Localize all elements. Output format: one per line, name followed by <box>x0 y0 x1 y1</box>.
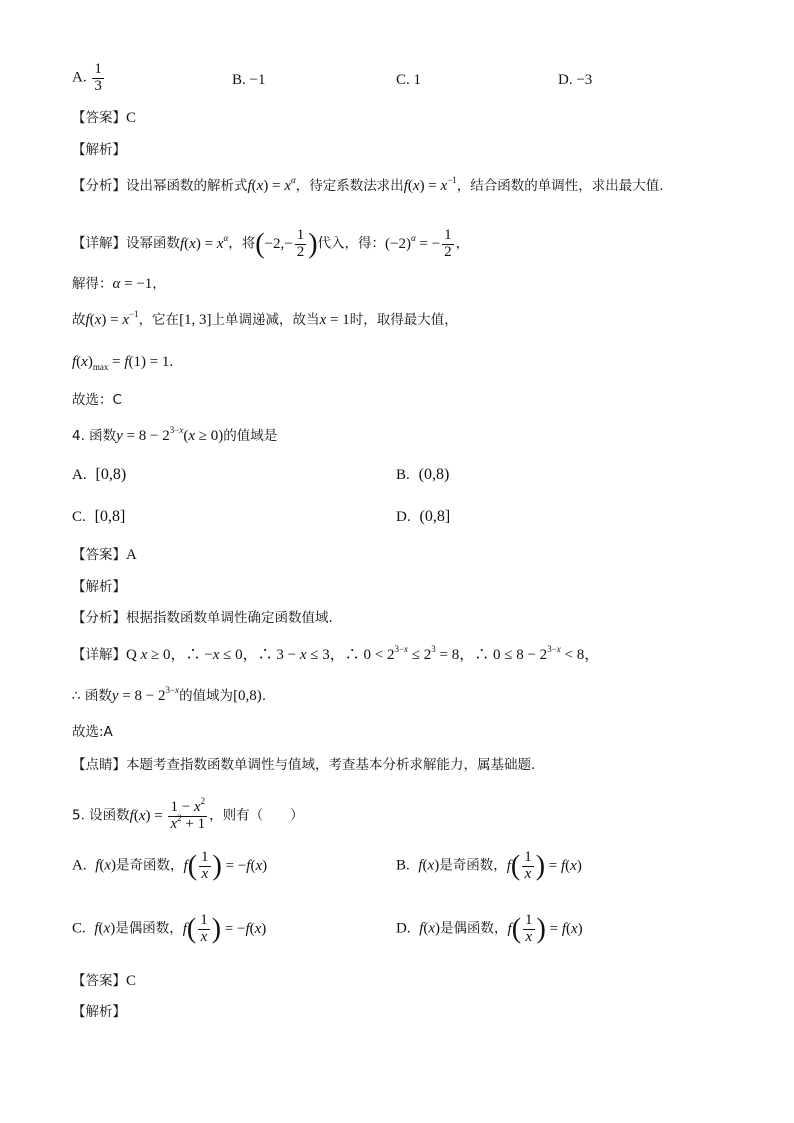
option-label: C. <box>72 509 86 525</box>
xiangjie-text-4: ， <box>455 235 470 252</box>
fenxi-text: 根据指数函数单调性确定函数值域. <box>126 610 333 626</box>
xiangjie-tag: 【详解】 <box>72 647 126 663</box>
q3-therefore <box>72 310 458 330</box>
q5-option-a: A. f(x)是奇函数，f( $\frac{1}{x}$ ) = −f(x) <box>72 849 268 882</box>
dianjing-text: 本题考查指数函数单调性与值域，考查基本分析求解能力，属基础题. <box>126 757 536 773</box>
q4-analysis-tag: 【解析】 <box>72 579 126 595</box>
q5-answer <box>72 971 136 991</box>
q5-stem-text-2: ，则有（ ） <box>209 807 304 824</box>
option-value: [0,8) <box>95 466 127 483</box>
option-label: D. <box>396 509 411 525</box>
option-value: (0,8) <box>418 466 450 483</box>
math-q4-fn: $y = 8 - 2^{3-x}$ <box>111 685 180 704</box>
option-odd-text: 是奇函数， <box>116 857 184 874</box>
fenxi-text-3: ，结合函数的单调性，求出最大值. <box>456 178 664 194</box>
q3-xiangjie <box>72 228 469 261</box>
q3-option-a <box>72 62 106 95</box>
answer-value: C <box>126 973 137 989</box>
q4-option-d <box>396 508 450 526</box>
answer-value: A <box>126 547 137 563</box>
q5-analysis-tag: 【解析】 <box>72 1004 126 1020</box>
option-value: (0,8] <box>419 508 451 525</box>
q4-option-a <box>72 466 126 484</box>
gu-text-3: 上单调递减，故当 <box>211 312 320 328</box>
xiangjie-text-1: 设幂函数 <box>126 235 180 252</box>
option-label: D. <box>396 920 411 937</box>
q5-stem-text-1: 5. 设函数 <box>72 807 130 824</box>
fenxi-text-2: ，待定系数法求出 <box>295 178 404 194</box>
max-subscript: max <box>92 362 109 372</box>
q3-answer <box>72 108 136 128</box>
math-power-fn: $f(x) = x^\alpha$ <box>180 232 229 252</box>
option-value: [0,8] <box>94 508 126 525</box>
q3-option-d: D. −3 <box>558 72 593 88</box>
solve-comma: ， <box>152 276 166 292</box>
fenxi-tag: 【分析】 <box>72 178 126 194</box>
option-label: A. <box>72 857 87 874</box>
q5-option-d: D. f(x)是偶函数，f( $\frac{1}{x}$ ) = f(x) <box>396 912 583 945</box>
option-label: A. <box>72 467 87 483</box>
q4-stem-text-1: 4. 函数 <box>72 428 117 444</box>
option-odd-text: 是奇函数， <box>439 857 507 874</box>
math-x-eq-1: x = 1 <box>319 312 350 328</box>
option-even-text: 是偶函数， <box>440 920 508 937</box>
option-even-text: 是偶函数， <box>115 920 183 937</box>
q4-stem-text-2: 的值域是 <box>223 428 278 444</box>
q3-analysis-tag: 【解析】 <box>72 142 126 158</box>
option-label: B. <box>396 467 410 483</box>
answer-tag: 【答案】 <box>72 110 126 126</box>
q4-option-b <box>396 466 449 484</box>
answer-tag: 【答案】 <box>72 547 126 563</box>
fenxi-text-1: 设出幂函数的解析式 <box>126 178 248 194</box>
q3-solve <box>72 274 166 294</box>
q4-answer <box>72 545 137 565</box>
q3-choose: 故选：C <box>72 392 122 408</box>
q3-option-a-label: A. <box>72 69 87 86</box>
frac-numerator: 1 <box>94 61 102 77</box>
because-symbol: Q <box>126 647 137 663</box>
math-q4-fn: $y = 8 - 2^{3-x}(x \ge 0)$ <box>116 425 224 444</box>
q3-option-c: C. 1 <box>396 72 422 88</box>
q3-max-value: $f(x)_{max} = f(1) = 1$. <box>72 354 174 372</box>
q4-dianjing <box>72 755 535 775</box>
gu-text-4: 时，取得最大值， <box>349 312 458 328</box>
math-interval: [1, 3] <box>179 312 212 328</box>
dianjing-tag: 【点睛】 <box>72 757 126 773</box>
q4-xiangjie <box>72 645 599 665</box>
q4-option-c <box>72 508 125 526</box>
q4-range: ∴ 函数$y = 8 - 2^{3-x}$的值域为[0,8). <box>72 685 267 704</box>
answer-value: C <box>126 110 137 126</box>
q4-fenxi <box>72 608 333 628</box>
math-q4-steps: Q x ≥ 0，∴ −x ≤ 0，∴ 3 − x ≤ 3，∴ $0 < 2^{3-x} \le 2^3 = 8$，∴ $0 \le 8 - 2^{3-x} < 8$， <box>126 644 600 663</box>
option-label: C. <box>72 920 86 937</box>
math-q5-fn: f(x) = $\frac{1 - x^2}{x^2 + 1}$ <box>129 796 206 832</box>
q4-choose: 故选:A <box>72 724 113 740</box>
frac-denominator: 3 <box>94 77 102 94</box>
gu-text-1: 故 <box>72 312 86 328</box>
math-power-fn: $f(x) = x^\alpha$ <box>247 175 296 194</box>
xiangjie-text-2: ，将 <box>228 235 256 252</box>
q4-stem <box>72 426 277 446</box>
math-equation: $(-2)^\alpha$ = − $\frac{1}{2}$ <box>385 227 452 260</box>
fenxi-tag: 【分析】 <box>72 610 126 626</box>
q5-stem <box>72 796 304 833</box>
range-value: [0,8) <box>233 688 262 704</box>
solve-text: 解得： <box>72 276 113 292</box>
answer-tag: 【答案】 <box>72 973 126 989</box>
q5-option-b: B. f(x)是奇函数，f( $\frac{1}{x}$ ) = f(x) <box>396 849 582 882</box>
math-inverse-fn: $f(x) = x^{-1}$ <box>403 175 457 194</box>
range-text-2: 的值域为 <box>179 688 234 704</box>
range-text-1: ∴ 函数 <box>72 688 112 704</box>
xiangjie-tag: 【详解】 <box>72 235 126 252</box>
option-label: B. <box>396 857 410 874</box>
q5-option-c: C. f(x)是偶函数，f( $\frac{1}{x}$ ) = −f(x) <box>72 912 267 945</box>
xiangjie-text-3: 代入，得： <box>317 235 386 252</box>
q3-option-a-fraction <box>92 62 104 95</box>
math-point: (−2,− $\frac{1}{2}$ ) <box>255 227 318 260</box>
gu-text-2: ，它在 <box>138 312 180 328</box>
math-alpha: α = −1 <box>112 276 153 292</box>
q3-option-b: B. −1 <box>232 72 266 88</box>
q3-fenxi <box>72 176 664 196</box>
math-inverse-fn: $f(x) = x^{-1}$ <box>85 309 139 328</box>
